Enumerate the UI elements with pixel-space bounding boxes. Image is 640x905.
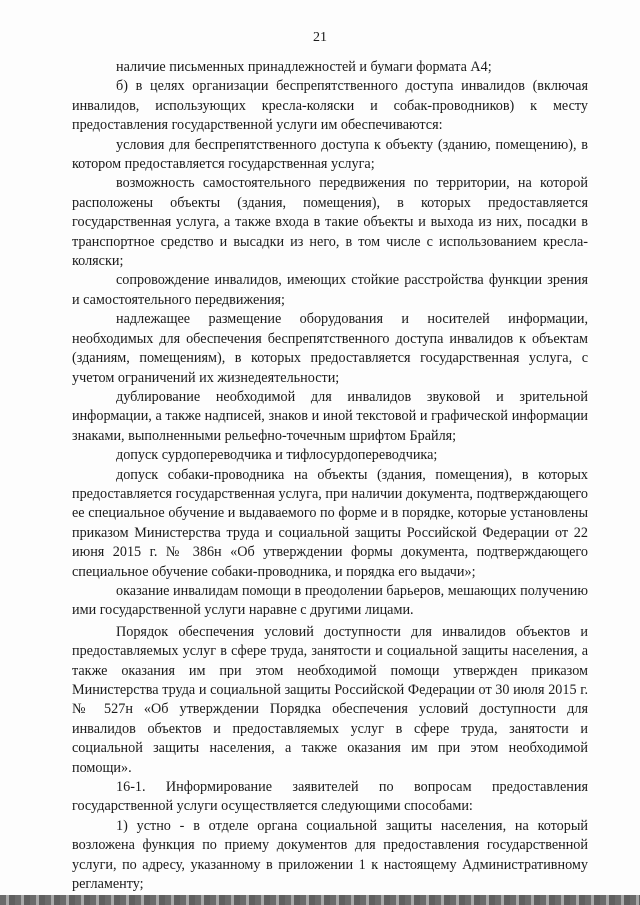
paragraph: наличие письменных принадлежностей и бумаги формата А4;: [116, 59, 492, 75]
paragraph: дублирование необходимой для инвалидов звуковой и зрительной информации, а также надписей, знаков и иной текстовой и графической информации знаками, выполненными рельефно-точечным шрифтом Брайля;: [72, 388, 588, 444]
paragraph: надлежащее размещение оборудования и носителей информации, необходимых для обеспечения беспрепятственного доступа инвалидов к объектам (зданиям, помещениям), в которых предоставляется государственная услуга, с учетом ограничений их жизнедеятельности;: [72, 311, 588, 386]
paragraph: допуск сурдопереводчика и тифлосурдопереводчика;: [116, 447, 438, 464]
paragraph: возможность самостоятельного передвижения по территории, на которой расположены объекты (здания, помещения), в которых предоставляется государственная услуга, а также входа в такие объекты и выхода из них, посадки в транспортное средство и высадки из него, в том числе с использованием кресла-коляски;: [72, 175, 588, 270]
paragraph: 1) устно - в отделе органа социальной защиты населения, на который возложена функция по приему документов для предоставления государственной услуги, по адресу, указанному в приложении 1 к настоящему Административному регламенту;: [72, 817, 588, 893]
paragraph: б) в целях организации беспрепятственного доступа инвалидов (включая инвалидов, использующих кресла-коляски и собак-проводников) к месту предоставления государственной услуги им обеспечиваются:: [72, 78, 588, 134]
paragraph: сопровождение инвалидов, имеющих стойкие расстройства функции зрения и самостоятельного передвижения;: [72, 272, 588, 308]
paragraph: допуск собаки-проводника на объекты (здания, помещения), в которых предоставляется государственная услуга, при наличии документа, подтверждающего ее специальное обучение и выдаваемого по форме и в порядке, которые установлены приказом Министерства труда и социальной защиты Российской Федерации от 22 июня 2015 г. № 386н «Об утверждении формы документа, подтверждающего специальное обучение собаки-проводника, и порядка его выдачи»;: [72, 466, 588, 580]
page-number: 21: [313, 30, 327, 45]
paragraph: условия для беспрепятственного доступа к объекту (зданию, помещению), в котором предоставляется государственная услуга;: [72, 136, 588, 173]
paragraph: оказание инвалидам помощи в преодолении барьеров, мешающих получению ими государственной услуги наравне с другими лицами.: [72, 582, 588, 619]
scan-bottom-edge: [0, 895, 640, 905]
paragraph: Порядок обеспечения условий доступности для инвалидов объектов и предоставляемых услуг в сфере труда, занятости и социальной защиты населения, а также оказания им при этом необходимой помощи утвержден приказом Министерства труда и социальной защиты Российской Федерации от 30 июля 2015 г. № 527н «Об утверждении Порядка обеспечения условий доступности для инвалидов объектов и предоставляемых услуг в сфере труда, занятости и социальной защиты населения, а также оказания им при этом необходимой помощи».: [72, 623, 588, 776]
paragraph: 16-1. Информирование заявителей по вопросам предоставления государственной услуги осуществляется следующими способами:: [72, 779, 588, 815]
document-body: [72, 58, 588, 894]
